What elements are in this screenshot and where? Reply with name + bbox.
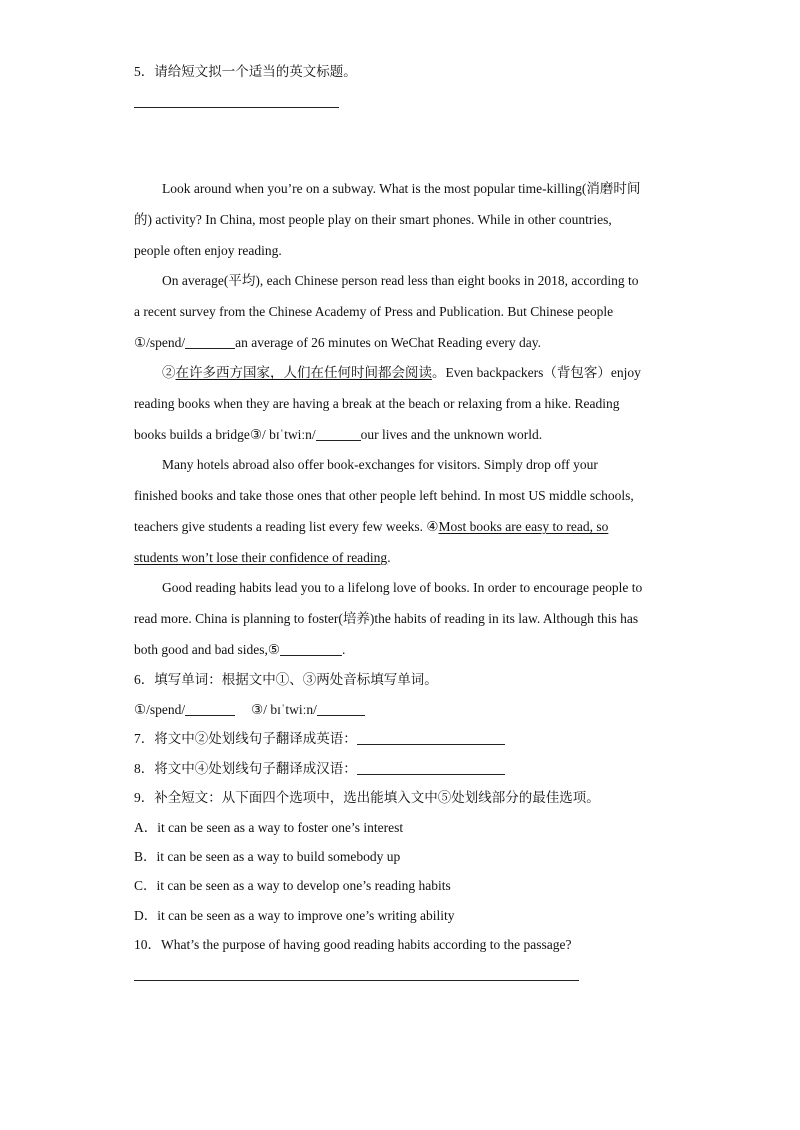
passage-p5-line3-pre: both good and bad sides,⑤ [134, 642, 280, 657]
blank-1-hint: ①/spend/ [134, 335, 186, 350]
question-6-item-1: ①/spend/ [134, 702, 186, 717]
mark-2: ② [162, 365, 176, 380]
question-6-items [134, 700, 365, 720]
question-6-prompt: 6．填写单词：根据文中①、③两处音标填写单词。 [134, 672, 438, 687]
passage-p2-line3-rest: an average of 26 minutes on WeChat Reading every day. [235, 335, 542, 350]
question-6-blank-2[interactable] [317, 701, 365, 716]
question-9-prompt: 9．补全短文：从下面四个选项中，选出能填入文中⑤处划线部分的最佳选项。 [134, 790, 600, 805]
question-9-option-d[interactable]: D．it can be seen as a way to improve one’s writing ability [134, 908, 455, 923]
question-6-blank-1[interactable] [185, 701, 235, 716]
question-7-answer-line[interactable] [357, 730, 505, 745]
blank-5[interactable] [280, 641, 342, 656]
question-8-prompt: 8．将文中④处划线句子翻译成汉语： [134, 761, 357, 776]
question-9-option-b[interactable]: B．it can be seen as a way to build somebody up [134, 849, 401, 864]
passage-p2-line3 [134, 333, 541, 353]
passage-p3-line1-rest: 。Even backpackers（背包客）enjoy [432, 365, 641, 380]
question-6-item-2: ③/ bɪˈtwiːn/ [251, 702, 317, 717]
passage-p1-line1: Look around when you’re on a subway. What is the most popular time-killing(消磨时间 [162, 181, 641, 196]
passage-p2-line2: a recent survey from the Chinese Academy of Press and Publication. But Chinese people [134, 304, 614, 319]
question-9-option-c[interactable]: C．it can be seen as a way to develop one’s reading habits [134, 878, 451, 893]
passage-p4-line3-pre: teachers give students a reading list every few weeks. ④ [134, 519, 439, 534]
passage-p5-line2: read more. China is planning to foster(培养)the habits of reading in its law. Although this has [134, 611, 639, 626]
question-5-answer-line[interactable] [134, 107, 339, 108]
passage-p1-line3: people often enjoy reading. [134, 243, 282, 258]
question-7-row [134, 729, 505, 749]
question-8-answer-line[interactable] [357, 760, 505, 775]
passage-p5-line3-rest: . [341, 642, 346, 657]
question-7-prompt: 7．将文中②处划线句子翻译成英语： [134, 731, 357, 746]
question-10-answer-line[interactable] [134, 980, 579, 981]
passage-p5-line1: Good reading habits lead you to a lifelong love of books. In order to encourage people to [162, 580, 643, 595]
passage-p4-line2: finished books and take those ones that other people left behind. In most US middle schools, [134, 488, 634, 503]
question-5-prompt: 5．请给短文拟一个适当的英文标题。 [134, 64, 357, 79]
question-8-row [134, 759, 505, 779]
passage-p4-line4 [134, 548, 391, 568]
blank-3-hint: books builds a bridge③/ bɪˈtwiːn/ [134, 427, 316, 442]
blank-3[interactable] [316, 426, 361, 441]
passage-p3-line1 [162, 363, 641, 383]
passage-p4-line1: Many hotels abroad also offer book-exchanges for visitors. Simply drop off your [162, 457, 598, 472]
passage-p5-line3 [134, 640, 345, 660]
passage-p2-line1: On average(平均), each Chinese person read less than eight books in 2018, according to [162, 273, 639, 288]
blank-1[interactable] [185, 334, 235, 349]
underlined-sentence-4-part1: Most books are easy to read, so [438, 519, 609, 534]
passage-p4-line3 [134, 517, 608, 537]
passage-p3-line3-rest: our lives and the unknown world. [360, 427, 543, 442]
underlined-sentence-4-part2: students won’t lose their confidence of reading [134, 550, 388, 565]
passage-p3-line2: reading books when they are having a break at the beach or relaxing from a hike. Reading [134, 396, 620, 411]
passage-p1-line2: 的) activity? In China, most people play on their smart phones. While in other countries, [134, 212, 612, 227]
passage-p3-line3 [134, 425, 542, 445]
question-10-prompt: 10．What’s the purpose of having good reading habits according to the passage? [134, 937, 572, 952]
question-9-option-a[interactable]: A．it can be seen as a way to foster one’s interest [134, 820, 404, 835]
passage-p4-line4-rest: . [387, 550, 391, 565]
underlined-sentence-2: 在许多西方国家，人们在任何时间都会阅读 [175, 365, 432, 380]
